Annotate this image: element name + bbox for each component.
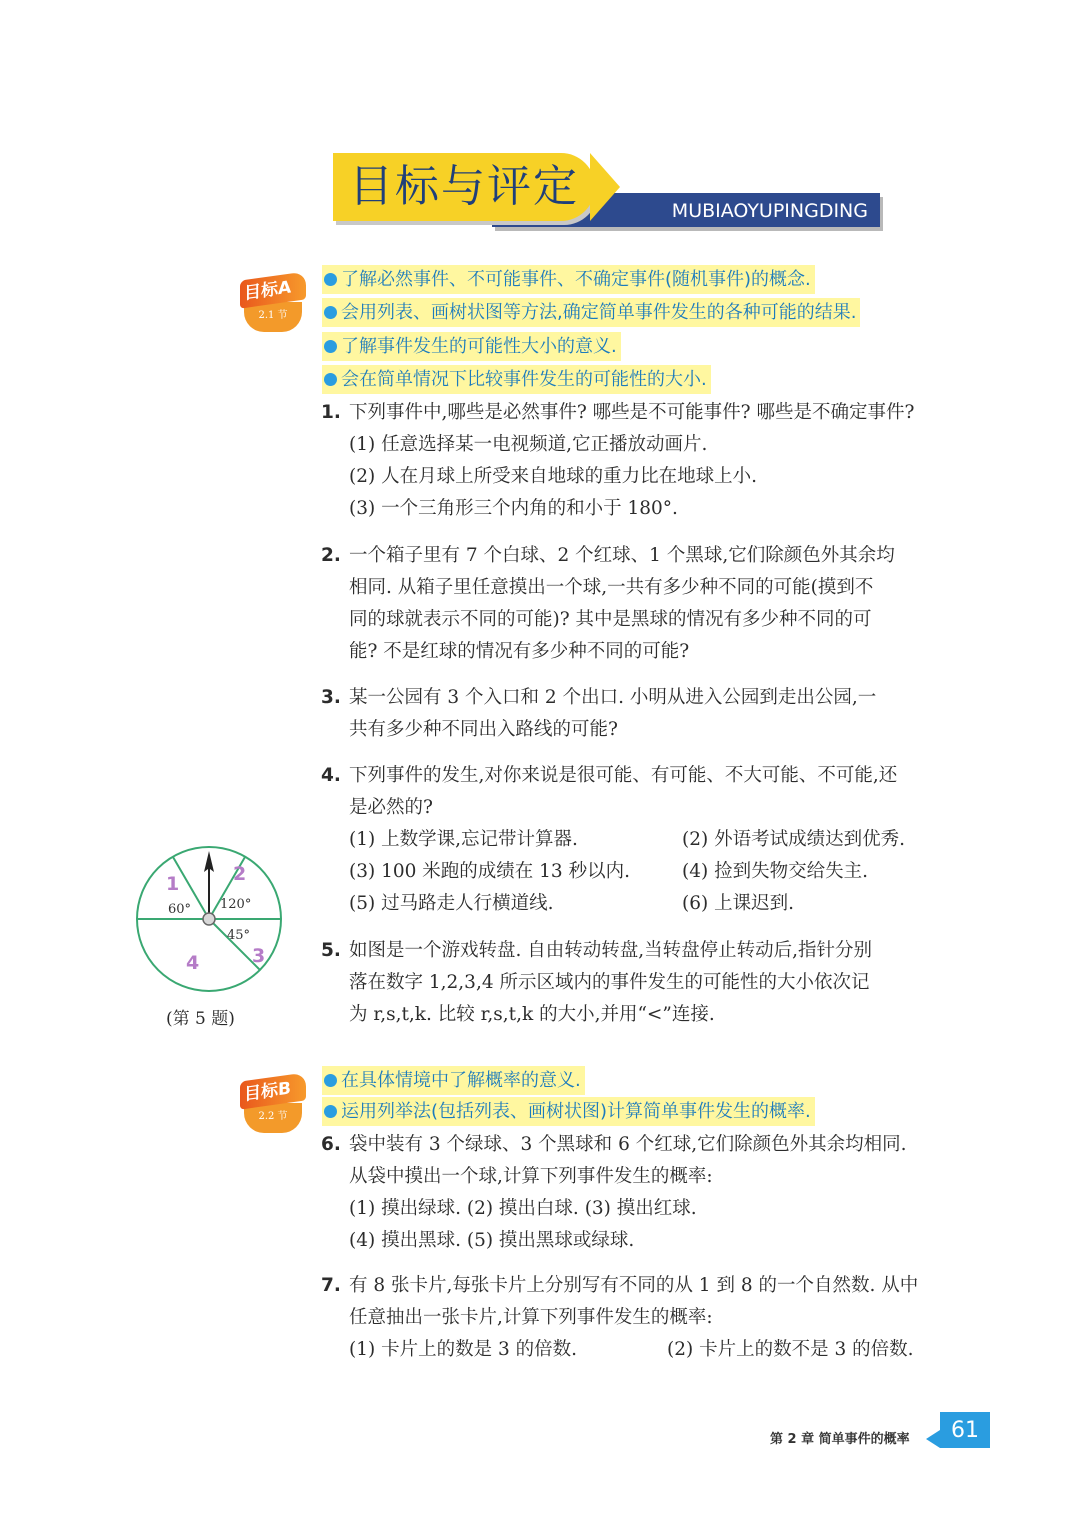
question-3: [321, 682, 877, 714]
question-text: 袋中装有 3 个绿球、3 个黑球和 6 个红球,它们除颜色外其余均相同.: [349, 1134, 907, 1155]
question-number: 6.: [321, 1134, 341, 1155]
goal-a-objective-1: 了解必然事件、不可能事件、不确定事件(随机事件)的概念.: [322, 265, 815, 294]
question-4-item-2: (2) 外语考试成绩达到优秀.: [682, 829, 905, 850]
angle-label-120: 120°: [220, 897, 252, 912]
spinner-figure: [130, 838, 290, 998]
question-text: 如图是一个游戏转盘. 自由转动转盘,当转盘停止转动后,指针分别: [349, 940, 873, 961]
title-arrow-decoration: [590, 153, 620, 221]
question-6-line-2: 从袋中摸出一个球,计算下列事件发生的概率:: [349, 1166, 713, 1187]
spinner-hub: [203, 913, 215, 925]
question-2-line-4: 能? 不是红球的情况有多少种不同的可能?: [349, 641, 690, 662]
question-2-line-3: 同的球就表示不同的可能)? 其中是黑球的情况有多少种不同的可: [349, 609, 872, 630]
question-number: 3.: [321, 687, 341, 708]
question-number: 5.: [321, 940, 341, 961]
question-1-item-2: (2) 人在月球上所受来自地球的重力比在地球上小.: [349, 466, 757, 487]
question-text: 有 8 张卡片,每张卡片上分别写有不同的从 1 到 8 的一个自然数. 从中: [349, 1275, 919, 1296]
question-7-item-1: (1) 卡片上的数是 3 的倍数.: [349, 1339, 577, 1360]
goal-b-objective-1: 在具体情境中了解概率的意义.: [322, 1066, 585, 1095]
question-4-line-2: 是必然的?: [349, 797, 433, 818]
question-2: [321, 540, 895, 572]
bullet-icon: [324, 1074, 337, 1087]
sector-label-3: 3: [252, 945, 266, 967]
question-1: [321, 397, 915, 429]
question-1-item-1: (1) 任意选择某一电视频道,它正播放动画片.: [349, 434, 708, 455]
question-5-line-2: 落在数字 1,2,3,4 所示区域内的事件发生的可能性的大小依次记: [349, 972, 870, 993]
goal-a-objective-3: 了解事件发生的可能性大小的意义.: [322, 332, 621, 361]
question-number: 7.: [321, 1275, 341, 1296]
question-4: [321, 760, 898, 792]
angle-label-45: 45°: [227, 928, 251, 943]
section-subtitle: MUBIAOYUPINGDING: [492, 193, 880, 227]
question-5-line-3: 为 r,s,t,k. 比较 r,s,t,k 的大小,并用“<”连接.: [349, 1004, 715, 1025]
question-4-row-1: [349, 824, 949, 856]
question-4-item-6: (6) 上课迟到.: [682, 893, 794, 914]
sector-label-4: 4: [186, 952, 200, 974]
page-tab-pointer: [926, 1430, 940, 1448]
question-6: [321, 1129, 907, 1161]
question-4-item-5: (5) 过马路走人行横道线.: [349, 893, 554, 914]
bullet-icon: [324, 340, 337, 353]
bullet-icon: [324, 1105, 337, 1118]
question-4-row-3: [349, 888, 949, 920]
question-2-line-2: 相同. 从箱子里任意摸出一个球,一共有多少种不同的可能(摸到不: [349, 577, 874, 598]
bullet-icon: [324, 373, 337, 386]
figure-caption: (第 5 题): [166, 1009, 235, 1029]
goal-a-section: 2.1 节: [244, 302, 302, 332]
question-text: 一个箱子里有 7 个白球、2 个红球、1 个黑球,它们除颜色外其余均: [349, 545, 895, 566]
question-7-item-2: (2) 卡片上的数不是 3 的倍数.: [667, 1339, 914, 1360]
question-6-line-4: (4) 摸出黑球. (5) 摸出黑球或绿球.: [349, 1230, 635, 1251]
question-5: [321, 935, 873, 967]
goal-b-section: 2.2 节: [244, 1103, 302, 1133]
question-number: 2.: [321, 545, 341, 566]
goal-a-label: 目标A: [240, 271, 306, 308]
goal-b-label: 目标B: [240, 1072, 306, 1109]
question-number: 1.: [321, 402, 341, 423]
question-4-item-4: (4) 捡到失物交给失主.: [682, 861, 868, 882]
question-4-item-1: (1) 上数学课,忘记带计算器.: [349, 829, 578, 850]
question-7: [321, 1270, 919, 1302]
question-7-line-2: 任意抽出一张卡片,计算下列事件发生的概率:: [349, 1307, 713, 1328]
question-1-item-3: (3) 一个三角形三个内角的和小于 180°.: [349, 498, 678, 519]
question-3-line-2: 共有多少种不同出入路线的可能?: [349, 719, 618, 740]
goal-a-objective-2: 会用列表、画树状图等方法,确定简单事件发生的各种可能的结果.: [322, 298, 860, 327]
chapter-footer: 第 2 章 简单事件的概率: [770, 1432, 910, 1447]
question-number: 4.: [321, 765, 341, 786]
question-text: 某一公园有 3 个入口和 2 个出口. 小明从进入公园到走出公园,一: [349, 687, 877, 708]
sector-label-2: 2: [233, 863, 247, 885]
bullet-icon: [324, 273, 337, 286]
question-6-line-3: (1) 摸出绿球. (2) 摸出白球. (3) 摸出红球.: [349, 1198, 697, 1219]
goal-a-objective-4: 会在简单情况下比较事件发生的可能性的大小.: [322, 365, 711, 394]
section-title: 目标与评定: [333, 153, 595, 221]
angle-label-60: 60°: [168, 902, 192, 917]
sector-label-1: 1: [166, 873, 180, 895]
question-text: 下列事件中,哪些是必然事件? 哪些是不可能事件? 哪些是不确定事件?: [349, 402, 915, 423]
question-4-row-2: [349, 856, 949, 888]
question-text: 下列事件的发生,对你来说是很可能、有可能、不大可能、不可能,还: [349, 765, 898, 786]
page-number: 61: [940, 1412, 990, 1448]
question-7-row-1: [349, 1334, 949, 1366]
bullet-icon: [324, 306, 337, 319]
goal-b-objective-2: 运用列举法(包括列表、画树状图)计算简单事件发生的概率.: [322, 1097, 815, 1126]
question-4-item-3: (3) 100 米跑的成绩在 13 秒以内.: [349, 861, 630, 882]
